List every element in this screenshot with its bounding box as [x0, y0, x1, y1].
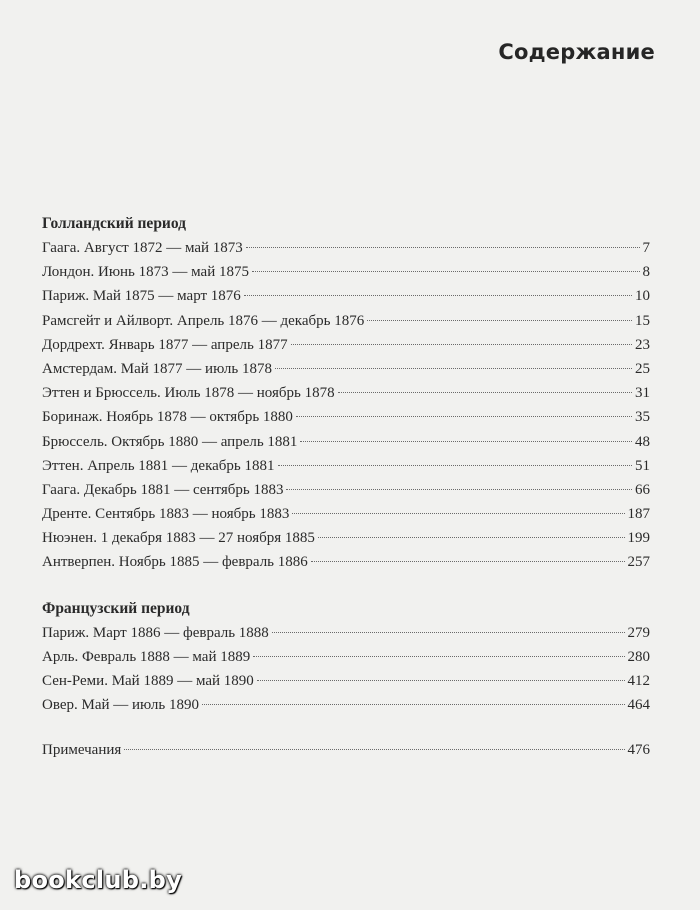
toc-entry-label: Лондон. Июнь 1873 — май 1875: [42, 264, 249, 281]
dot-leader: [278, 465, 632, 466]
toc-entry-page: 31: [635, 385, 650, 402]
toc-entry-label: Амстердам. Май 1877 — июль 1878: [42, 360, 272, 377]
section-heading-dutch: Голландский период: [42, 215, 187, 232]
toc-entry-label: Рамсгейт и Айлворт. Апрель 1876 — декабрь 1876: [42, 312, 365, 329]
toc-entry-label: Дренте. Сентябрь 1883 — ноябрь 1883: [42, 506, 290, 523]
toc-entry-page: 476: [627, 742, 650, 759]
page-title: Содержание: [498, 40, 655, 64]
toc-entry[interactable]: [42, 693, 650, 717]
toc-entry-page: 25: [635, 360, 650, 377]
toc-entry-label: Париж. Май 1875 — март 1876: [42, 288, 241, 305]
dot-leader: [253, 656, 624, 657]
dot-leader: [272, 632, 625, 633]
dot-leader: [338, 392, 632, 393]
toc-entry-page: 464: [627, 697, 650, 714]
toc-entry[interactable]: [42, 381, 650, 405]
dot-leader: [367, 320, 632, 321]
dot-leader: [252, 271, 640, 272]
toc-entry[interactable]: [42, 405, 650, 429]
dot-leader: [292, 513, 624, 514]
toc-entry-page: 257: [627, 554, 650, 571]
toc-entry-label: Дордрехт. Январь 1877 — апрель 1877: [42, 336, 288, 353]
toc-entry-page: 8: [642, 264, 650, 281]
dot-leader: [318, 537, 625, 538]
toc-entry-page: 10: [635, 288, 650, 305]
toc-entry-label: Эттен и Брюссель. Июль 1878 — ноябрь 1878: [42, 385, 335, 402]
toc-entry-page: 35: [635, 409, 650, 426]
dot-leader: [244, 295, 632, 296]
toc-entry-label: Арль. Февраль 1888 — май 1889: [42, 648, 251, 665]
toc-entry-page: 23: [635, 336, 650, 353]
toc-entry-page: 48: [635, 433, 650, 450]
toc-entry[interactable]: [42, 526, 650, 550]
toc-entry-label: Гаага. Декабрь 1881 — сентябрь 1883: [42, 481, 284, 498]
toc-entry[interactable]: [42, 333, 650, 357]
toc-entry-page: 280: [627, 648, 650, 665]
dot-leader: [246, 247, 640, 248]
toc-entry-page: 199: [627, 530, 650, 547]
toc-entry-page: 51: [635, 457, 650, 474]
dot-leader: [124, 749, 624, 750]
section-entries-dutch: [42, 236, 650, 575]
toc-entry[interactable]: [42, 357, 650, 381]
toc-entry-label: Антверпен. Ноябрь 1885 — февраль 1886: [42, 554, 308, 571]
toc-entry[interactable]: [42, 309, 650, 333]
toc-entry[interactable]: [42, 550, 650, 574]
toc-entry-label: Нюэнен. 1 декабря 1883 — 27 ноября 1885: [42, 530, 315, 547]
dot-leader: [275, 368, 632, 369]
toc-entry[interactable]: [42, 645, 650, 669]
toc-entry-page: 279: [627, 624, 650, 641]
toc-entry-label: Овер. Май — июль 1890: [42, 697, 199, 714]
toc-entry-page: 15: [635, 312, 650, 329]
dot-leader: [202, 704, 625, 705]
toc-entry[interactable]: [42, 454, 650, 478]
toc-entry[interactable]: [42, 236, 650, 260]
dot-leader: [296, 416, 632, 417]
watermark-logo: bookclub.by: [14, 866, 183, 894]
toc-entry-label: Примечания: [42, 742, 122, 759]
dot-leader: [291, 344, 632, 345]
toc-entry[interactable]: [42, 284, 650, 308]
toc-entry-page: 7: [642, 240, 650, 256]
toc-entry-label: Гаага. Август 1872 — май 1873: [42, 240, 243, 256]
toc-entry-notes[interactable]: [42, 738, 650, 762]
toc-entry-label: Сен-Реми. Май 1889 — май 1890: [42, 673, 254, 689]
dot-leader: [286, 489, 632, 490]
toc-entry[interactable]: [42, 621, 650, 645]
toc-entry-label: Боринаж. Ноябрь 1878 — октябрь 1880: [42, 409, 293, 426]
dot-leader: [257, 680, 625, 681]
toc-entry-page: 412: [627, 673, 650, 689]
toc-entry[interactable]: [42, 669, 650, 693]
section-heading-french: Французский период: [42, 599, 190, 617]
toc-entry-label: Брюссель. Октябрь 1880 — апрель 1881: [42, 433, 298, 450]
dot-leader: [311, 561, 625, 562]
toc-entry[interactable]: [42, 260, 650, 284]
toc-entry[interactable]: [42, 430, 650, 454]
table-of-contents: [42, 212, 650, 763]
dot-leader: [300, 441, 632, 442]
toc-entry-page: 187: [627, 506, 650, 523]
toc-entry-label: Париж. Март 1886 — февраль 1888: [42, 624, 269, 641]
toc-entry[interactable]: [42, 502, 650, 526]
toc-entry[interactable]: [42, 478, 650, 502]
toc-entry-page: 66: [635, 481, 650, 498]
toc-entry-label: Эттен. Апрель 1881 — декабрь 1881: [42, 457, 275, 474]
section-entries-french: [42, 621, 650, 718]
